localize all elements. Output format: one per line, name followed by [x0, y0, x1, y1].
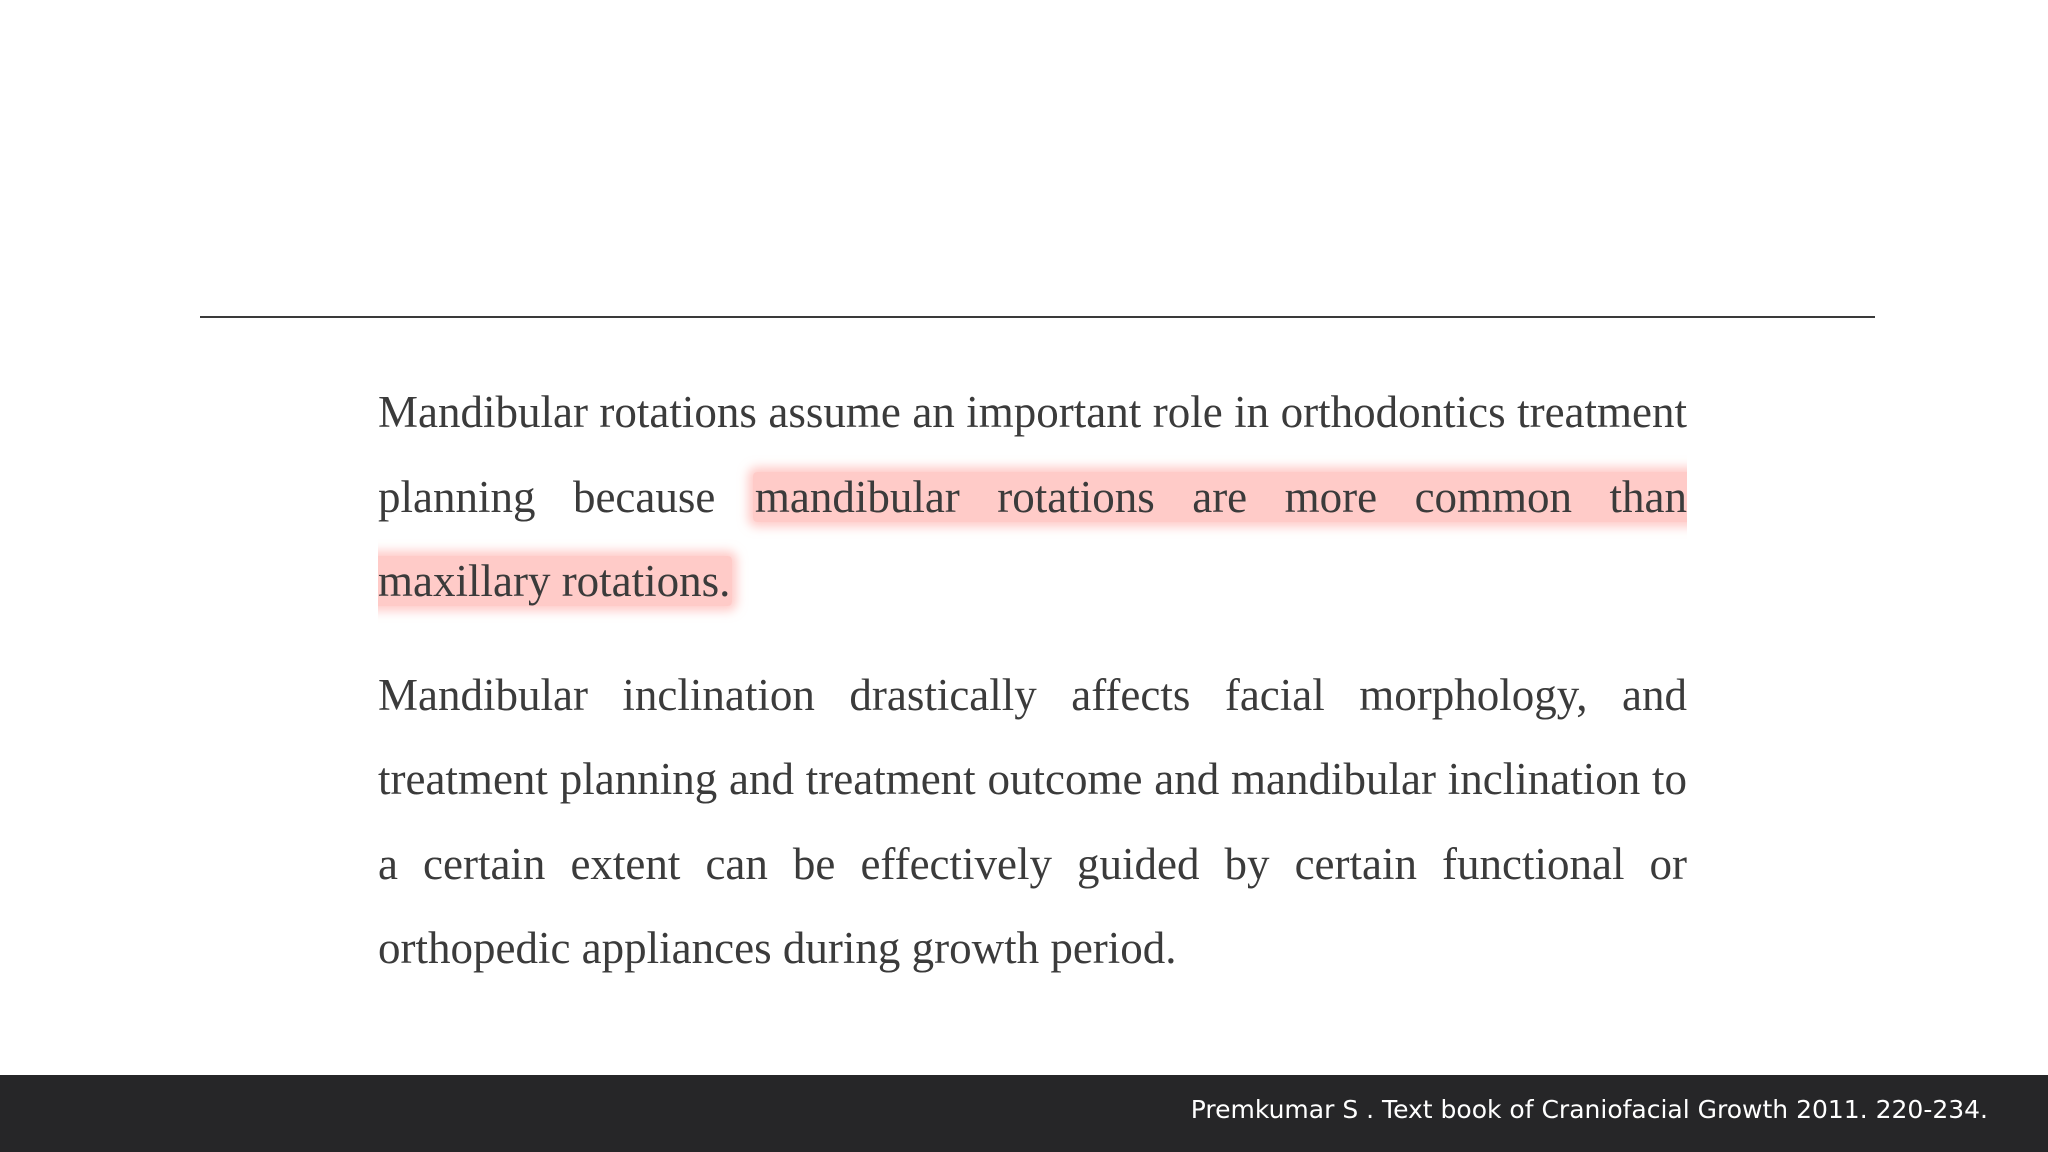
- slide-body: [378, 370, 1687, 991]
- highlighted-text: mandibular rotations are more common than maxillary rotations.: [378, 471, 1687, 606]
- paragraph-mandibular-inclination: Mandibular inclination drastically affects facial morphology, and treatment planning and treatment outcome and mandibular inclination to a certain extent can be effectively guided by certain functional or orthopedic appliances during growth period.: [378, 669, 1687, 973]
- paragraph-mandibular-rotations: [378, 370, 1687, 624]
- citation-text: Premkumar S . Text book of Craniofacial Growth 2011. 220-234.: [1190, 1095, 1988, 1124]
- title-divider-line: [200, 316, 1875, 318]
- footer-bar: [0, 1075, 2048, 1152]
- paragraph-1-text: Mandibular rotations assume an important role in orthodontics treatment planning because: [378, 387, 1687, 522]
